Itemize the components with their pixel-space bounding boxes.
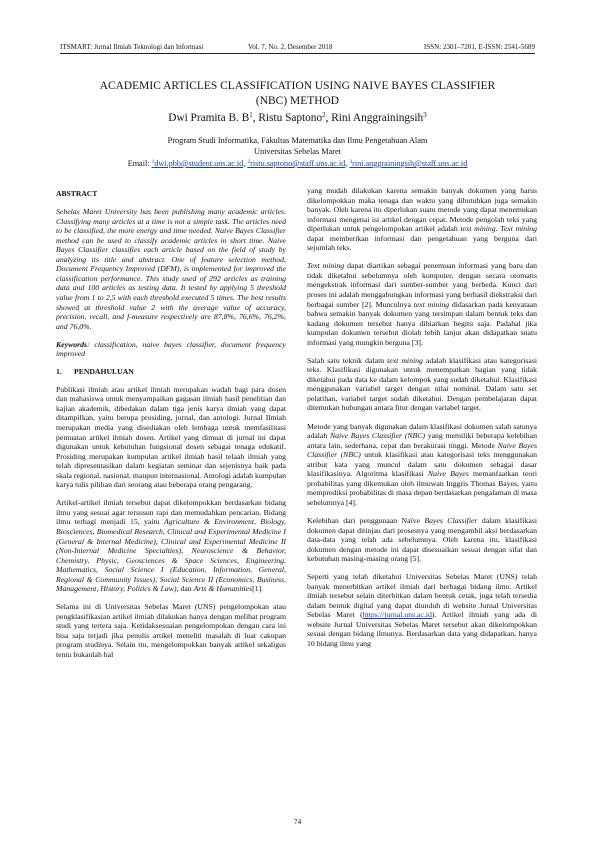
intro-paragraph-3: Selama ini di Universitas Sebelas Maret (UNS) pengelompokan atau pengklasifikasian artikel ilmiah dilakukan hanya dengan melihat program studi yang tertera saja. Ketidaksesuaian pengelompokan dengan cara ini bisa saja terjadi jika penulis artikel meneliti masalah di luar cakupan program studinya. Selain itu, mengelompokkan banyak artikel sekaligus tentu bukanlah hal (56, 602, 286, 660)
abstract-text: Sebelas Maret University has been publishing many academic articles. Classifying many articles at a time is not a simple task. The articles need to be classified, the more energy and time needed. Naive Bayes Classifier method can be used to classify academic articles in short time. Naive Bayes Classifier classifies each article based on the field of study by analyzing its title and abstract. One of feature selection method, Document Frequency Improved (DFM), is implemented for improved the classification performance. This study used of 292 articles as training data and 100 articles as testing data. It tested by applying 5 threshold value from 1 to 2,5 with each threshold executed 5 times. The best results showed at threshold value 2 with the average value of accuracy, precision, recall, and f-measure respectively are 87,8%, 76,6%, 76,2%, and 76,0%. (56, 207, 286, 331)
p2-fields: Agriculture & Environment, Biology, Biosciences, Biomedical Research, Clinical and Experimental Medicine I (General & Internal Medicine), Clinical and Experimental Medicine II (Non-Internal Medicine Specialties), Neuroscience & Behavior, Chemistry, Physic, Geosciences & Space Sciences, Engineering, Mathematics, Social Science I (Education, Information, General, Regional & Community Issues), Social Science II (Economics, Business, Management, History, Politics & Law) (56, 517, 286, 594)
page-number: 74 (293, 817, 302, 826)
right-paragraph-4 (307, 422, 537, 508)
keywords-text: : classification, naive bayes classifier, document frequency improved (56, 339, 286, 359)
section-number: 1. (56, 367, 62, 377)
abstract-heading: ABSTRACT (56, 189, 98, 198)
left-column (56, 189, 286, 668)
email-3: rini.anggrainingsih@staff.uns.ac.id (352, 159, 468, 168)
right-paragraph-3 (307, 356, 537, 413)
rp4-b: yang memiliki beberapa kelebihan antara lain, sederhana, cepat dan berakurasi tinggi. Metode (307, 431, 537, 450)
email-link-3[interactable] (349, 159, 467, 168)
p2-last-field: Arts & Humanities (193, 584, 253, 594)
p2-and: , dan (176, 584, 194, 594)
jurnal-uns-link[interactable]: https://jurnal.uns.ac.id (362, 610, 432, 620)
section-heading (56, 367, 286, 377)
running-header (60, 42, 535, 53)
p2-end: [1]. (252, 584, 264, 594)
journal-issn: ISSN: 2301–7201, E-ISSN: 2541-5689 (423, 43, 535, 51)
rp4-d: memanfaatkan teori probabilitas yang dikemukan oleh ilmuwan Inggris Thomas Bayes, yaitu memprediksi probabilitas di masa depan berdasarkan pengalaman di masa sebelumnya [4]. (307, 469, 537, 507)
rp1-term: text mining (460, 224, 496, 234)
rp6-a: Seperti yang telah diketahui Universitas Sebelas Maret (UNS) telah banyak menerbitkan artikel ilmiah dari berbagai bidang ilmu. Artikel ilmiah tersebut selain diterbitkan dalam bentuk cetak, juga telah tersedia dalam bentuk digital yang dapat diunduh di website Jurnal Universitas Sebelas Maret ( (307, 572, 537, 620)
author-list (60, 111, 535, 125)
rp1-end: dapat memberikan informasi dan pengetahuan yang berguna dari sejumlah teks. (307, 233, 537, 253)
author-3-sup: 3 (423, 111, 427, 119)
rp2-term-2: text mining (413, 299, 450, 309)
right-column (307, 186, 537, 657)
rp5-term: Bayes Classifier (424, 515, 478, 525)
journal-volume: Vol. 7, No. 2, Desember 2018 (248, 43, 333, 51)
email-line (60, 158, 535, 169)
intro-paragraph-2 (56, 498, 286, 593)
author-3: , Rini Anggrainingsih (325, 112, 424, 124)
author-2-sup: 2 (322, 111, 326, 119)
email-sup-1: 1 (151, 159, 155, 165)
rp1-mid: . (495, 224, 501, 234)
rp4-term: Naive Bayes Classifier (NBC) (329, 431, 426, 441)
affiliation-line-2: Universitas Sebelas Maret (253, 146, 342, 156)
email-sep-2: , (345, 159, 350, 168)
rp1-term-2: Text mining (500, 224, 537, 234)
journal-name: ITSMART: Jurnal Ilmiah Teknologi dan Informasi (60, 43, 204, 51)
rp2-term: Text mining (307, 261, 345, 271)
right-paragraph-2 (307, 261, 537, 347)
affiliation-line-1: Program Studi Informatika, Fakultas Matematika dan Ilmu Pengetahuan Alam (167, 136, 428, 145)
intro-paragraph-1: Publikasi ilmiah atau artikel ilmiah merupakan wadah bagi para dosen dan mahasiswa untuk menyampaikan gagasan ilmiah hasil penelitian dan kajian akademik, dibedakan dalam tiga jenis karya ilmiah yang dapat ditampilkan, yaitu berupa prosiding, jurnal, dan antologi. Jurnal Ilmiah merupakan media yang disediakan oleh lembaga untuk memfasilitasi pemuatan artikel ilmiah dosen. Artikel yang dimuat di jurnal ini dapat digunakan untuk kebutuhan fungsional dosen sebagai tenaga edukatif. Prosiding merupakan kumpulan artikel ilmiah hasil telaah ilmiah yang telah dipresentasikan dalam kegiatan seminar dan sejenisnya baik pada skala regional, nasional, maupun internasional. Antologi adalah kumpulan karya tulis pilihan dari seorang atau beberapa orang pengarang. (56, 384, 286, 490)
rp3-a: Salah satu teknik dalam (307, 355, 388, 365)
keywords (56, 340, 286, 359)
paper-title (60, 79, 535, 108)
author-1-sup: 1 (249, 111, 253, 119)
affiliation (60, 136, 535, 158)
right-paragraph-6 (307, 572, 537, 648)
email-link-2[interactable] (247, 159, 345, 168)
right-paragraph-1 (307, 186, 537, 253)
author-2: , Ristu Saptono (252, 112, 323, 124)
rp6-b: ). Artikel ilmiah yang ada di website Jurnal Universitas Sebelas Maret tersebut akan dikelompokkan sesuai dengan bidang ilmunya. Berdasarkan data yang didapatkan, hanya 10 bidang ilmu yang (307, 610, 537, 649)
rp4-c: untuk klasifikasi atau kategorisasi teks menggunakan atribut kata yang muncul dalam satu dokumen sebagai dasar klasifikasinya. Algoritma klasifikasi (307, 450, 537, 479)
email-sep-1: , (243, 159, 248, 168)
keywords-label: Keywords (56, 339, 87, 349)
section-title: PENDAHULUAN (74, 367, 134, 377)
title-line-1: ACADEMIC ARTICLES CLASSIFICATION USING NAIVE BAYES CLASSIFIER (99, 80, 496, 92)
p2-start: Artikel-artikel ilmiah tersebut dapat dikelompokkan berdasarkan bidang ilmu yang sesuai agar tersusun rapi dan memudahkan pencarian. Bidang ilmu terbagi menjadi 15, yaitu (56, 498, 286, 527)
title-line-2: (NBC) METHOD (255, 94, 340, 107)
rp5-a: Kelebihan dari penggunaan Naïve (307, 515, 425, 525)
right-paragraph-5 (307, 516, 537, 564)
email-1: dwi.pbb@student.uns.ac.id (154, 159, 244, 168)
rp3-term: text mining (387, 355, 423, 365)
rp4-a: Metode yang banyak digunakan dalam klasifikasi dokumen salah satunya adalah (307, 421, 537, 441)
email-sup-3: 3 (349, 159, 353, 165)
rp1-text: yang mudah dilakukan karena semakin banyak dokumen yang harus dikelompokkan maka tenaga dan waktu yang dibutuhkan juga semakin banyak. Oleh karena itu diperlukan suatu metode yang dapat menemukan informasi mengenai isi artikel dengan cepat. Metode pengolah teks yang diperlukan untuk pengelompokan artikel adalah (307, 186, 537, 234)
email-label: Email: (127, 159, 152, 168)
rp3-b: adalah klasifikasi atau kategorisasi teks. Klasifikasi digunakan untuk menempatkan bagian yang tidak diketahui pada data ke dalam kelompok yang sudah diketahui. Klasifikasi menggunakan variabel target dengan nilai nominal. Dalam satu set pelatihan, variabel target sudah diketahui. Dengan pembelajaran dapat ditemukan hubungan antara fitur dengan variabel target. (307, 355, 537, 413)
rp5-b: dalam klasifikasi dokumen dapat ditinjau dari prosesnya yang mengambil aksi berdasarkan data-data yang telah ada sebelumnya. Oleh karena itu, klasifikasi dokumen dengan metode ini dapat disesuaikan sesuai dengan sifat dan kebutuhan masing-masing orang [5]. (307, 515, 537, 564)
rp4-term-2: Naive Bayes Classifier (NBC) (307, 440, 537, 460)
rp2-a: dapat diartikan sebagai penemuan informasi yang baru dan tidak diketahui sebelumnya oleh komputer, dengan secara otomatis mengekstrak informasi dari sumber-sumber yang berbeda. Kunci dari proses ini adalah menggabungkan informasi yang berhasil diekstraksi dari berbagai sumber [2]. Munculnya (307, 261, 537, 309)
rp2-b: didasarkan pada kenyataan bahwa semakin banyak dokumen yang tersimpan dalam bentuk teks dan kadang dokumen tersebut hanya dibiarkan begitu saja. Padahal jika kumpulan dokumen tersebut diolah lebih lanjut akan didapatkan suatu informasi yang mungkin berguna [3]. (307, 299, 537, 347)
email-link-1[interactable] (152, 159, 244, 168)
email-2: ristu.saptono@staff.uns.ac.id (250, 159, 346, 168)
rp4-term-3: Naive Bayes (427, 469, 469, 479)
author-1: Dwi Pramita B. B (168, 112, 250, 124)
header-rule (60, 53, 535, 54)
email-sup-2: 2 (247, 159, 251, 165)
